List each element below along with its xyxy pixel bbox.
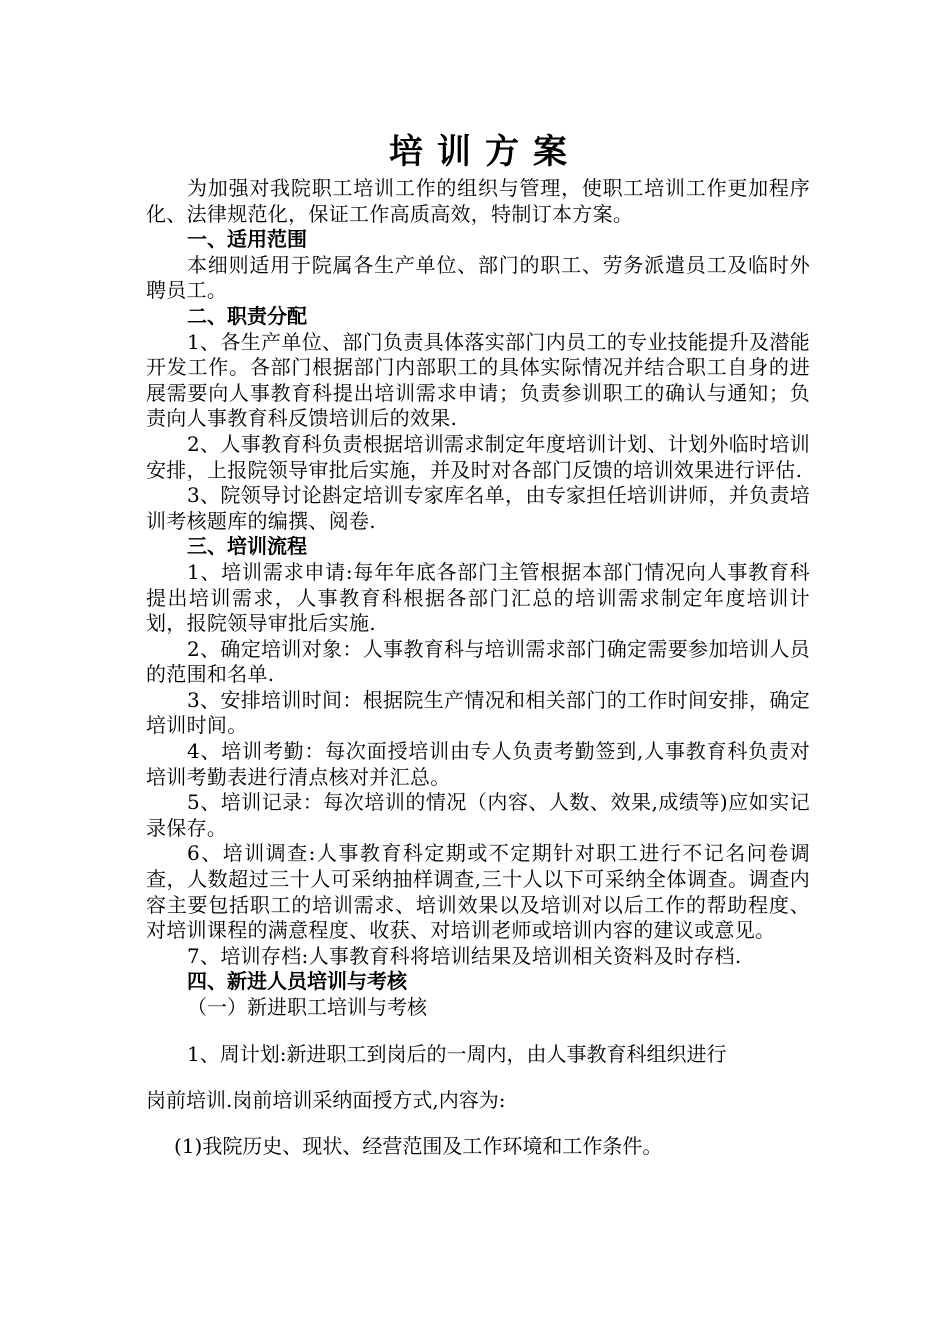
process-item: 3、安排培训时间：根据院生产情况和相关部门的工作时间安排，确定培训时间。 bbox=[146, 687, 810, 738]
responsibility-item: 2、人事教育科负责根据培训需求制定年度培训计划、计划外临时培训安排，上报院领导审批后实施，并及时对各部门反馈的培训效果进行评估. bbox=[146, 431, 810, 482]
responsibility-item: 1、各生产单位、部门负责具体落实部门内员工的专业技能提升及潜能开发工作。各部门根据部门内部职工的具体实际情况并结合职工自身的进展需要向人事教育科提出培训需求申请；负责参训职工的确认与通知；负责向人事教育科反馈培训后的效果. bbox=[146, 329, 810, 431]
process-item: 6、培训调查:人事教育科定期或不定期针对职工进行不记名问卷调查，人数超过三十人可采纳抽样调查,三十人以下可采纳全体调查。调查内容主要包括职工的培训需求、培训效果以及培训对以后工作的帮助程度、对培训课程的满意程度、收获、对培训老师或培训内容的建议或意见。 bbox=[146, 841, 810, 943]
process-item: 1、培训需求申请:每年年底各部门主管根据本部门情况向人事教育科提出培训需求，人事教育科根据各部门汇总的培训需求制定年度培训计划，报院领导审批后实施. bbox=[146, 559, 810, 636]
process-item: 7、培训存档:人事教育科将培训结果及培训相关资料及时存档. bbox=[187, 943, 742, 968]
document-page bbox=[146, 128, 810, 1169]
process-item: 4、培训考勤：每次面授培训由专人负责考勤签到,人事教育科负责对培训考勤表进行清点核对并汇总。 bbox=[146, 739, 810, 789]
scope-paragraph: 本细则适用于院属各生产单位、部门的职工、劳务派遣员工及临时外聘员工。 bbox=[146, 252, 810, 303]
section-heading-new-staff: 四、新进人员培训与考核 bbox=[187, 969, 407, 994]
intro-paragraph: 为加强对我院职工培训工作的组织与管理，使职工培训工作更加程序化、法律规范化，保证工作高质高效，特制订本方案。 bbox=[146, 176, 810, 226]
subsection-heading: （一）新进职工培训与考核 bbox=[187, 995, 427, 1019]
section-heading-responsibilities: 二、职责分配 bbox=[187, 303, 307, 328]
week-plan-line: 岗前培训.岗前培训采纳面授方式,内容为: bbox=[146, 1087, 506, 1112]
section-heading-process: 三、培训流程 bbox=[187, 534, 307, 559]
training-content-item: (1)我院历史、现状、经营范围及工作环境和工作条件。 bbox=[174, 1133, 663, 1158]
process-item: 2、确定培训对象：人事教育科与培训需求部门确定需要参加培训人员的范围和名单. bbox=[146, 636, 810, 687]
process-item: 5、培训记录：每次培训的情况（内容、人数、效果,成绩等)应如实记录保存。 bbox=[146, 790, 810, 840]
week-plan-line: 1、周计划:新进职工到岗后的一周内，由人事教育科组织进行 bbox=[187, 1041, 727, 1066]
section-heading-scope: 一、适用范围 bbox=[187, 227, 307, 252]
document-title: 培训方案 bbox=[389, 132, 581, 172]
responsibility-item: 3、院领导讨论斟定培训专家库名单，由专家担任培训讲师，并负责培训考核题库的编撰、阅卷. bbox=[146, 483, 810, 533]
